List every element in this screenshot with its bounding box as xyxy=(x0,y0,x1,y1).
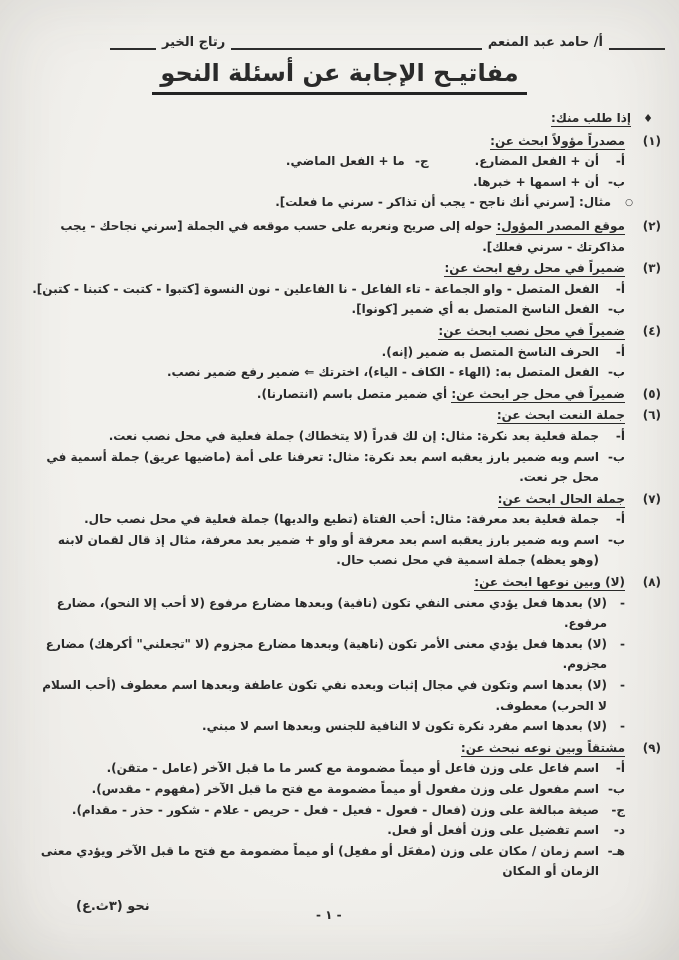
section-1-item-row-ac xyxy=(30,151,661,172)
item-text: ما + الفعل الماضي. xyxy=(285,154,405,169)
item-marker: أ- xyxy=(615,512,625,527)
section-4-heading-row xyxy=(30,321,661,342)
item-marker: ج- xyxy=(415,154,429,169)
item-text: اسم تفضيل على وزن أفعل أو فعل. xyxy=(387,823,599,838)
example-label: مثال: xyxy=(578,195,611,210)
section-7-heading-row xyxy=(30,489,661,510)
brand-name: رتاج الخير xyxy=(162,35,226,50)
dash-marker: - xyxy=(620,595,625,610)
section-6-item-row xyxy=(30,426,661,447)
section-heading: مشتقاً وبين نوعه نبحث عن: xyxy=(460,740,625,755)
section-number: (٣) xyxy=(642,261,661,276)
section-1-heading-row xyxy=(30,131,661,152)
section-heading: جملة الحال ابحث عن: xyxy=(497,491,625,506)
section-tail-text: حوله إلى صريح ونعربه على حسب موقعه في الجملة [سرني نجاحك - يجب مذاكرتك - سرني فعلك]. xyxy=(60,218,625,254)
item-text: أن + الفعل المضارع. xyxy=(474,154,599,169)
section-9-heading-row xyxy=(30,738,661,759)
section-9-item-row xyxy=(30,800,661,821)
item-marker: أ- xyxy=(615,428,625,443)
document-body xyxy=(30,108,661,882)
header xyxy=(110,34,665,50)
intro-row xyxy=(30,108,661,130)
section-heading: ضميراً في محل نصب ابحث عن: xyxy=(438,323,625,338)
section-9-item-row xyxy=(30,841,661,882)
section-8-item-row xyxy=(30,675,661,716)
item-marker: ب- xyxy=(607,782,625,796)
section-tail-text: أي ضمير متصل باسم (انتصارنا). xyxy=(256,386,448,401)
item-text: اسم زمان / مكان على وزن (مفعَل أو مفعِل) أو ميماً مضمومة مع فتح ما قبل الآخر ويؤدي معنى الزمان أو المكان xyxy=(40,843,599,879)
item-text: صيغة مبالغة على وزن (فعال - فعول - فعيل - فعل - حريص - علام - شكور - حذر - مقدام). xyxy=(71,802,599,817)
intro-text: إذا طلب منك: xyxy=(551,111,631,125)
item-text: الفعل الناسخ المتصل به أي ضمير [كونوا]. xyxy=(351,302,599,317)
header-rule-middle xyxy=(231,34,482,50)
section-1-item-row-b xyxy=(30,172,661,193)
item-marker: أ- xyxy=(615,344,625,359)
dash-marker: - xyxy=(620,678,625,693)
item-marker: د- xyxy=(613,823,625,838)
section-9-item-row xyxy=(30,758,661,779)
item-marker: ب- xyxy=(607,532,625,547)
item-lead: جملة فعلية بعد معرفة: xyxy=(466,512,599,527)
item-marker: ب- xyxy=(607,174,625,189)
section-6-item-row xyxy=(30,447,661,488)
section-2-heading-row xyxy=(30,216,661,257)
item-text: اسم وبه ضمير بارز يعقبه اسم بعد نكرة: مثال: تعرفنا على أمة (ماضيها عريق) جملة أسمية في محل جر نعت. xyxy=(46,449,599,485)
item-text: (لا) بعدها اسم وتكون في مجال إثبات وبعده نفي تكون عاطفة وبعدها اسم معطوف (أحب السلام لا الحرب) معطوف. xyxy=(42,678,607,713)
item-text: الحرف الناسخ المتصل به ضمير (إنه). xyxy=(381,344,599,359)
section-9-item-row xyxy=(30,820,661,841)
section-4-item-row xyxy=(30,362,661,383)
item-text: الفعل المتصل - واو الجماعة - تاء الفاعل - نا الفاعلين - نون النسوة [كتبوا - كتبت - كتبنا - كتبن]. xyxy=(32,281,599,296)
section-7-item-row xyxy=(30,530,661,571)
item-text: مثال: أحب الفتاة (تطيع والديها) جملة فعلية في محل نصب حال. xyxy=(84,512,462,527)
item-marker: ب- xyxy=(607,449,625,464)
section-number: (٥) xyxy=(642,386,661,401)
section-number: (٦) xyxy=(642,408,661,423)
item-marker: ب- xyxy=(607,302,625,317)
page-title: مفاتيـح الإجابة عن أسئلة النحو xyxy=(152,59,526,95)
section-number: (٩) xyxy=(642,740,661,755)
item-lead: جملة فعلية بعد نكرة: xyxy=(476,428,599,443)
item-text: الفعل المتصل به: (الهاء - الكاف - الياء)، اخترتك ⇐ ضمير رفع ضمير نصب. xyxy=(166,365,599,380)
item-text: أن + اسمها + خبرها. xyxy=(473,174,599,189)
circle-bullet-icon: ○ xyxy=(625,198,633,209)
section-8-item-row xyxy=(30,634,661,675)
header-rule-left xyxy=(110,34,156,50)
section-number: (٧) xyxy=(642,491,661,506)
item-text: (لا) بعدها اسم مفرد نكرة تكون لا النافية للجنس وبعدها اسم لا مبني. xyxy=(202,719,607,734)
page-number: - ١ - xyxy=(316,908,342,922)
section-number: (١) xyxy=(642,133,661,148)
item-marker: أ- xyxy=(615,154,625,169)
footer-course-code: نحو (٣ث.ع) xyxy=(76,899,150,914)
section-8-item-row xyxy=(30,716,661,737)
section-heading: (لا) وبين نوعها ابحث عن: xyxy=(474,575,625,590)
section-number: (٢) xyxy=(642,218,661,233)
item-marker: هـ- xyxy=(607,843,625,858)
dash-marker: - xyxy=(620,636,625,651)
item-text: (لا) بعدها فعل يؤدي معنى النفي تكون (نافية) وبعدها مضارع مرفوع (لا أحب إلا النحو)، مضارع مرفوع. xyxy=(56,595,607,631)
section-3-heading-row xyxy=(30,258,661,279)
section-5-heading-row xyxy=(30,384,661,405)
item-text: اسم فاعل على وزن فاعل أو ميماً مضمومة مع كسر ما ما قبل الآخر (عامل - متقن). xyxy=(106,761,599,776)
dash-marker: - xyxy=(620,719,625,734)
item-marker: أ- xyxy=(615,761,625,776)
section-6-heading-row xyxy=(30,405,661,426)
diamond-bullet-icon: ♦ xyxy=(643,112,653,125)
section-heading: ضميراً في محل جر ابحث عن: xyxy=(451,386,625,401)
item-marker: ج- xyxy=(611,802,625,817)
section-number: (٤) xyxy=(642,323,661,338)
section-3-item-row xyxy=(30,279,661,300)
section-8-heading-row xyxy=(30,572,661,593)
item-marker: أ- xyxy=(615,281,625,296)
section-3-item-row xyxy=(30,299,661,320)
section-4-item-row xyxy=(30,342,661,363)
section-9-item-row xyxy=(30,779,661,800)
section-number: (٨) xyxy=(642,575,661,590)
example-text: [سرني أنك ناجح - يجب أن تذاكر - سرني ما فعلت]. xyxy=(275,195,575,210)
section-8-item-row xyxy=(30,593,661,634)
section-heading: مصدراً مؤولاً ابحث عن: xyxy=(490,133,625,148)
item-text: اسم وبه ضمير بارز يعقبه اسم بعد معرفة أو واو + ضمير بعد معرفة، مثال إذ قال لقمان لابنه (وهو يعظه) جملة اسمية في محل نصب حال. xyxy=(57,532,599,568)
section-heading: ضميراً في محل رفع ابحث عن: xyxy=(444,261,625,276)
item-text: اسم مفعول على وزن مفعول أو ميماً مضمومة مع فتح ما قبل الآخر (مفهوم - مقدس). xyxy=(91,782,599,796)
title-wrap xyxy=(0,59,679,95)
header-rule-right xyxy=(609,34,665,50)
teacher-name: أ/ حامد عبد المنعم xyxy=(487,35,603,50)
section-heading: موقع المصدر المؤول: xyxy=(496,218,625,233)
section-7-item-row xyxy=(30,509,661,530)
item-text: (لا) بعدها فعل يؤدي معنى الأمر تكون (ناهية) وبعدها مضارع مجزوم (لا "تجعلني" أكرهك) مضارع مجزوم. xyxy=(45,636,607,672)
item-text: مثال: إن لك قدراً (لا يتخطاك) جملة فعلية في محل نصب نعت. xyxy=(108,428,473,443)
item-marker: ب- xyxy=(607,365,625,380)
section-heading: جملة النعت ابحث عن: xyxy=(496,408,625,423)
example-row xyxy=(30,192,661,215)
